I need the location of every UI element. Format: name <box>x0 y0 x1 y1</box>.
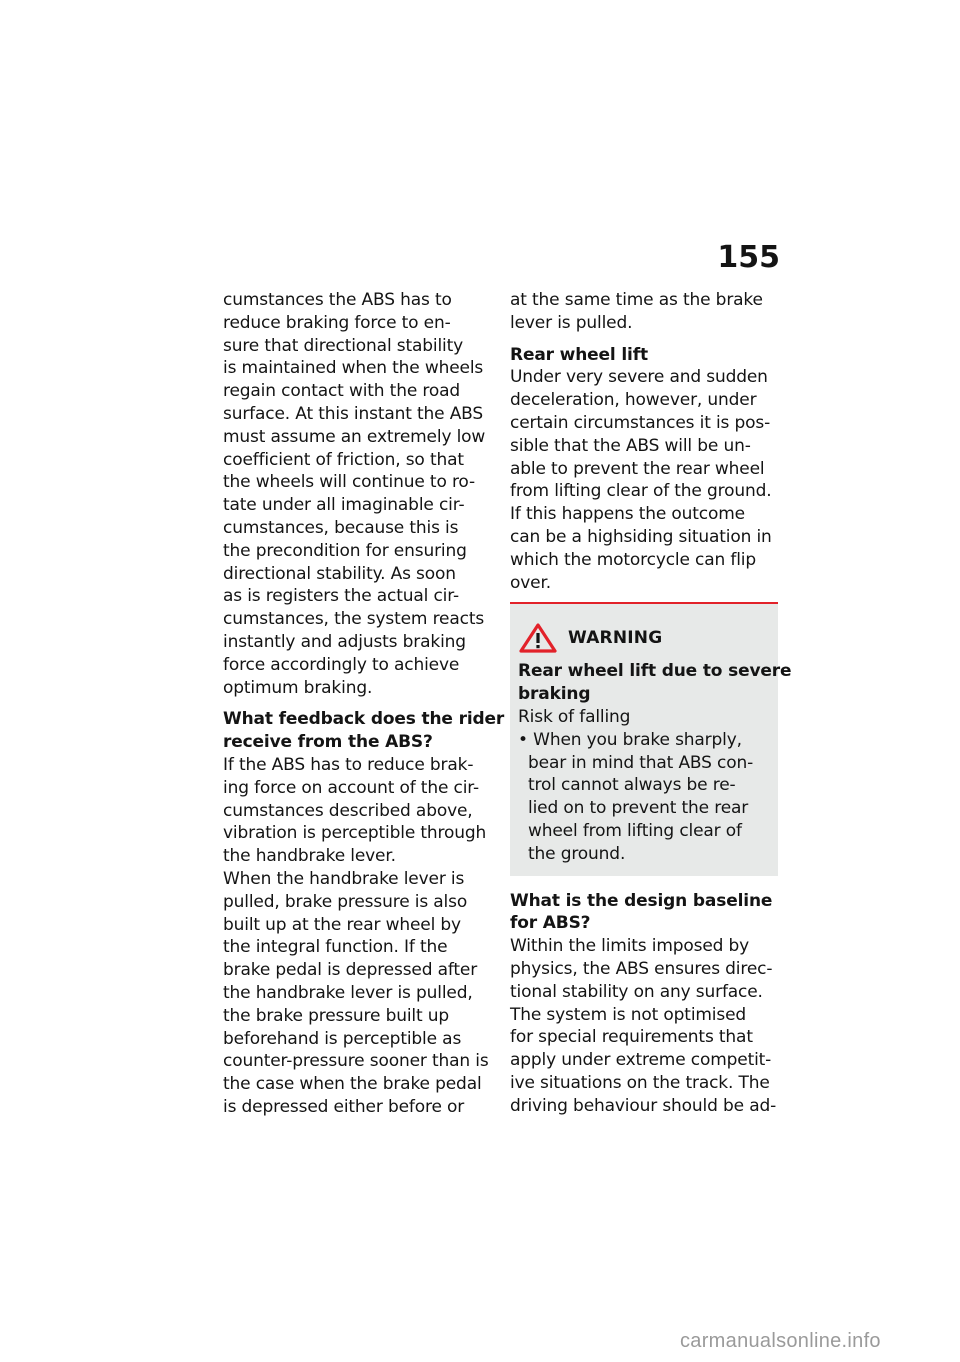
warning-header <box>518 620 778 656</box>
text-line: is maintained when the wheels <box>223 358 484 379</box>
text-line: the case when the brake pedal <box>223 1074 482 1095</box>
text-line: the wheels will continue to ro- <box>223 472 475 493</box>
text-line: lever is pulled. <box>510 312 633 333</box>
text-line: certain circumstances it is pos- <box>510 412 771 433</box>
bullet-item <box>518 729 778 752</box>
text-line: cumstances the ABS has to <box>223 290 452 310</box>
right-column <box>510 289 792 1118</box>
text-line: Within the limits imposed by <box>510 936 750 957</box>
text-line: directional stability. As soon <box>223 563 456 584</box>
text-line: able to prevent the rear wheel <box>510 458 765 479</box>
warning-box <box>510 602 792 875</box>
text-line: is depressed either before or <box>223 1096 465 1117</box>
consequence-text: Risk of falling <box>518 706 631 727</box>
intro-paragraph <box>223 289 498 699</box>
text-line: If the ABS has to reduce brak- <box>223 754 474 775</box>
text-line: surface. At this instant the ABS <box>223 403 484 424</box>
text-line: Under very severe and sudden <box>510 367 768 388</box>
text-line: optimum braking. <box>223 677 373 698</box>
text-line: brake pedal is depressed after <box>223 960 478 981</box>
continuation-paragraph <box>510 289 782 335</box>
hazard-text: braking <box>518 684 591 705</box>
text-line: ing force on account of the cir- <box>223 777 480 798</box>
text-line: can be a highsiding situation in <box>510 526 772 547</box>
feedback-heading: receive from the ABS? <box>223 732 433 753</box>
text-line: the ground. <box>528 843 626 864</box>
feedback-heading: What feedback does the rider <box>223 709 505 730</box>
text-line: must assume an extremely low <box>223 426 486 447</box>
text-line: reduce braking force to en- <box>223 312 451 333</box>
text-line: force accordingly to achieve <box>223 654 460 675</box>
text-line: wheel from lifting clear of <box>528 820 742 841</box>
watermark: carmanualsonline.info <box>680 1330 881 1352</box>
text-line: from lifting clear of the ground. <box>510 481 772 502</box>
text-line: cumstances, because this is <box>223 517 459 538</box>
text-line: cumstances, the system reacts <box>223 609 485 630</box>
text-line: regain contact with the road <box>223 381 461 402</box>
text-line: the handbrake lever. <box>223 846 396 867</box>
text-line: When you brake sharply, <box>533 729 742 750</box>
text-line: the handbrake lever is pulled, <box>223 982 473 1003</box>
text-line: as is registers the actual cir- <box>223 586 459 607</box>
text-line: When the handbrake lever is <box>223 868 465 889</box>
rear-wheel-heading: Rear wheel lift <box>510 344 648 365</box>
text-line: beforehand is perceptible as <box>223 1028 462 1049</box>
text-line: The system is not optimised <box>510 1004 747 1025</box>
text-line: bear in mind that ABS con- <box>528 752 754 773</box>
text-line: instantly and adjusts braking <box>223 631 466 652</box>
text-line: the precondition for ensuring <box>223 540 467 561</box>
text-line: physics, the ABS ensures direc- <box>510 958 773 979</box>
text-line: the integral function. If the <box>223 937 448 958</box>
text-line: lied on to prevent the rear <box>528 798 749 819</box>
page-number: 155 <box>717 240 780 275</box>
text-line: at the same time as the brake <box>510 290 763 310</box>
text-line: coefficient of friction, so that <box>223 449 464 470</box>
text-line: tional stability on any surface. <box>510 981 763 1002</box>
text-line: vibration is perceptible through <box>223 823 487 844</box>
text-line: pulled, brake pressure is also <box>223 891 468 912</box>
text-line: which the motorcycle can flip <box>510 549 757 570</box>
text-line: counter-pressure sooner than is <box>223 1051 489 1072</box>
text-line: driving behaviour should be ad- <box>510 1095 777 1116</box>
text-line: over. <box>510 572 552 593</box>
text-line: tate under all imaginable cir- <box>223 495 465 516</box>
text-line: trol cannot always be re- <box>528 775 736 796</box>
text-line: cumstances described above, <box>223 800 473 821</box>
design-heading: What is the design baseline <box>510 890 773 911</box>
rear-wheel-section <box>510 344 782 595</box>
text-line: the brake pressure built up <box>223 1005 450 1026</box>
text-line: ive situations on the track. The <box>510 1072 770 1093</box>
feedback-section <box>223 708 505 1118</box>
warning-triangle-icon <box>518 622 558 654</box>
text-line: sible that the ABS will be un- <box>510 435 751 456</box>
text-line: deceleration, however, under <box>510 390 757 411</box>
left-column <box>223 289 505 1119</box>
hazard-text: Rear wheel lift due to severe <box>518 661 792 682</box>
design-heading: for ABS? <box>510 913 591 934</box>
text-line: sure that directional stability <box>223 335 464 356</box>
warning-title: WARNING <box>568 627 663 648</box>
design-section <box>510 890 782 1118</box>
bullet-marker: • <box>518 729 528 750</box>
text-line: for special requirements that <box>510 1027 753 1048</box>
text-line: apply under extreme competit- <box>510 1050 772 1071</box>
text-line: If this happens the outcome <box>510 504 745 525</box>
text-line: built up at the rear wheel by <box>223 914 461 935</box>
